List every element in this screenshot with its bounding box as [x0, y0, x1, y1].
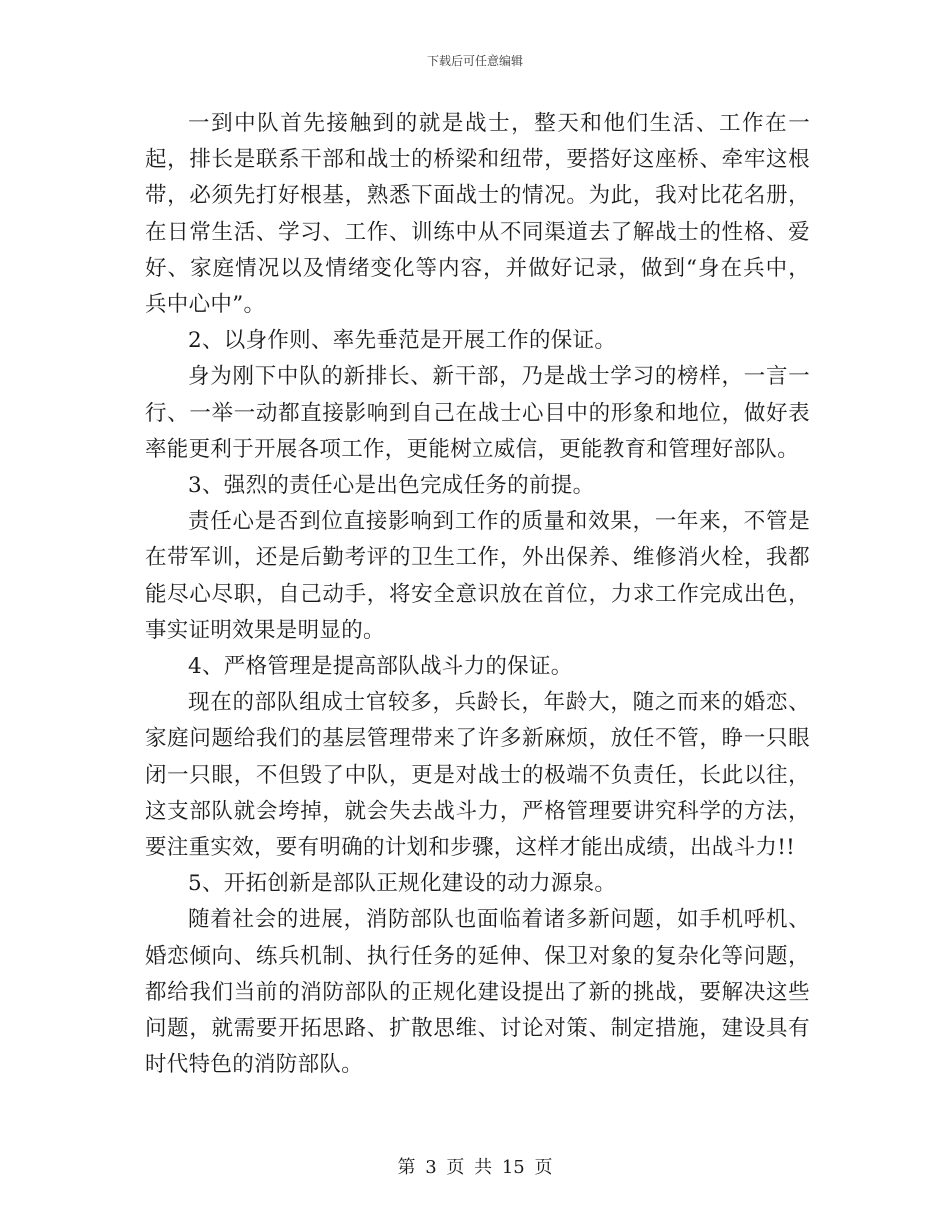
- paragraph-body-4: 现在的部队组成士官较多，兵龄长，年龄大，随之而来的婚恋、家庭问题给我们的基层管理带来了许多新麻烦，放任不管，睁一只眼闭一只眼，不但毁了中队，更是对战士的极端不负责任，长此以往，这支部队就会垮掉，就会失去战斗力，严格管理要讲究科学的方法，要注重实效，要有明确的计划和步骤，这样才能出成绩，出战斗力!!: [145, 690, 810, 861]
- page-number-footer: 第 3 页 共 15 页: [397, 1157, 553, 1178]
- document-body: [145, 106, 810, 1083]
- paragraph-body-5: 随着社会的进展，消防部队也面临着诸多新问题，如手机呼机、婚恋倾向、练兵机制、执行任务的延伸、保卫对象的复杂化等问题，都给我们当前的消防部队的正规化建设提出了新的挑战，要解决这些问题，就需要开拓思路、扩散思维、讨论对策、制定措施，建设具有时代特色的消防部队。: [145, 907, 810, 1078]
- paragraph-body-3: 责任心是否到位直接影响到工作的质量和效果，一年来，不管是在带军训，还是后勤考评的卫生工作，外出保养、维修消火栓，我都能尽心尽职，自己动手，将安全意识放在首位，力求工作完成出色，事实证明效果是明显的。: [145, 509, 810, 643]
- section-heading-3: 3、强烈的责任心是出色完成任务的前提。: [188, 473, 595, 499]
- section-heading-4: 4、严格管理是提高部队战斗力的保证。: [188, 654, 573, 680]
- page-header: 下载后可任意编辑: [426, 54, 523, 68]
- section-heading-2: 2、以身作则、率先垂范是开展工作的保证。: [188, 328, 617, 354]
- paragraph-body-2: 身为刚下中队的新排长、新干部，乃是战士学习的榜样，一言一行、一举一动都直接影响到自己在战士心目中的形象和地位，做好表率能更利于开展各项工作，更能树立威信，更能教育和管理好部队。: [145, 364, 810, 462]
- paragraph-body-1: 一到中队首先接触到的就是战士，整天和他们生活、工作在一起，排长是联系干部和战士的桥梁和纽带，要搭好这座桥、牵牢这根带，必须先打好根基，熟悉下面战士的情况。为此，我对比花名册，在日常生活、学习、工作、训练中从不同渠道去了解战士的性格、爱好、家庭情况以及情绪变化等内容，并做好记录，做到“身在兵中，兵中心中”。: [145, 111, 810, 318]
- section-heading-5: 5、开拓创新是部队正规化建设的动力源泉。: [188, 871, 617, 897]
